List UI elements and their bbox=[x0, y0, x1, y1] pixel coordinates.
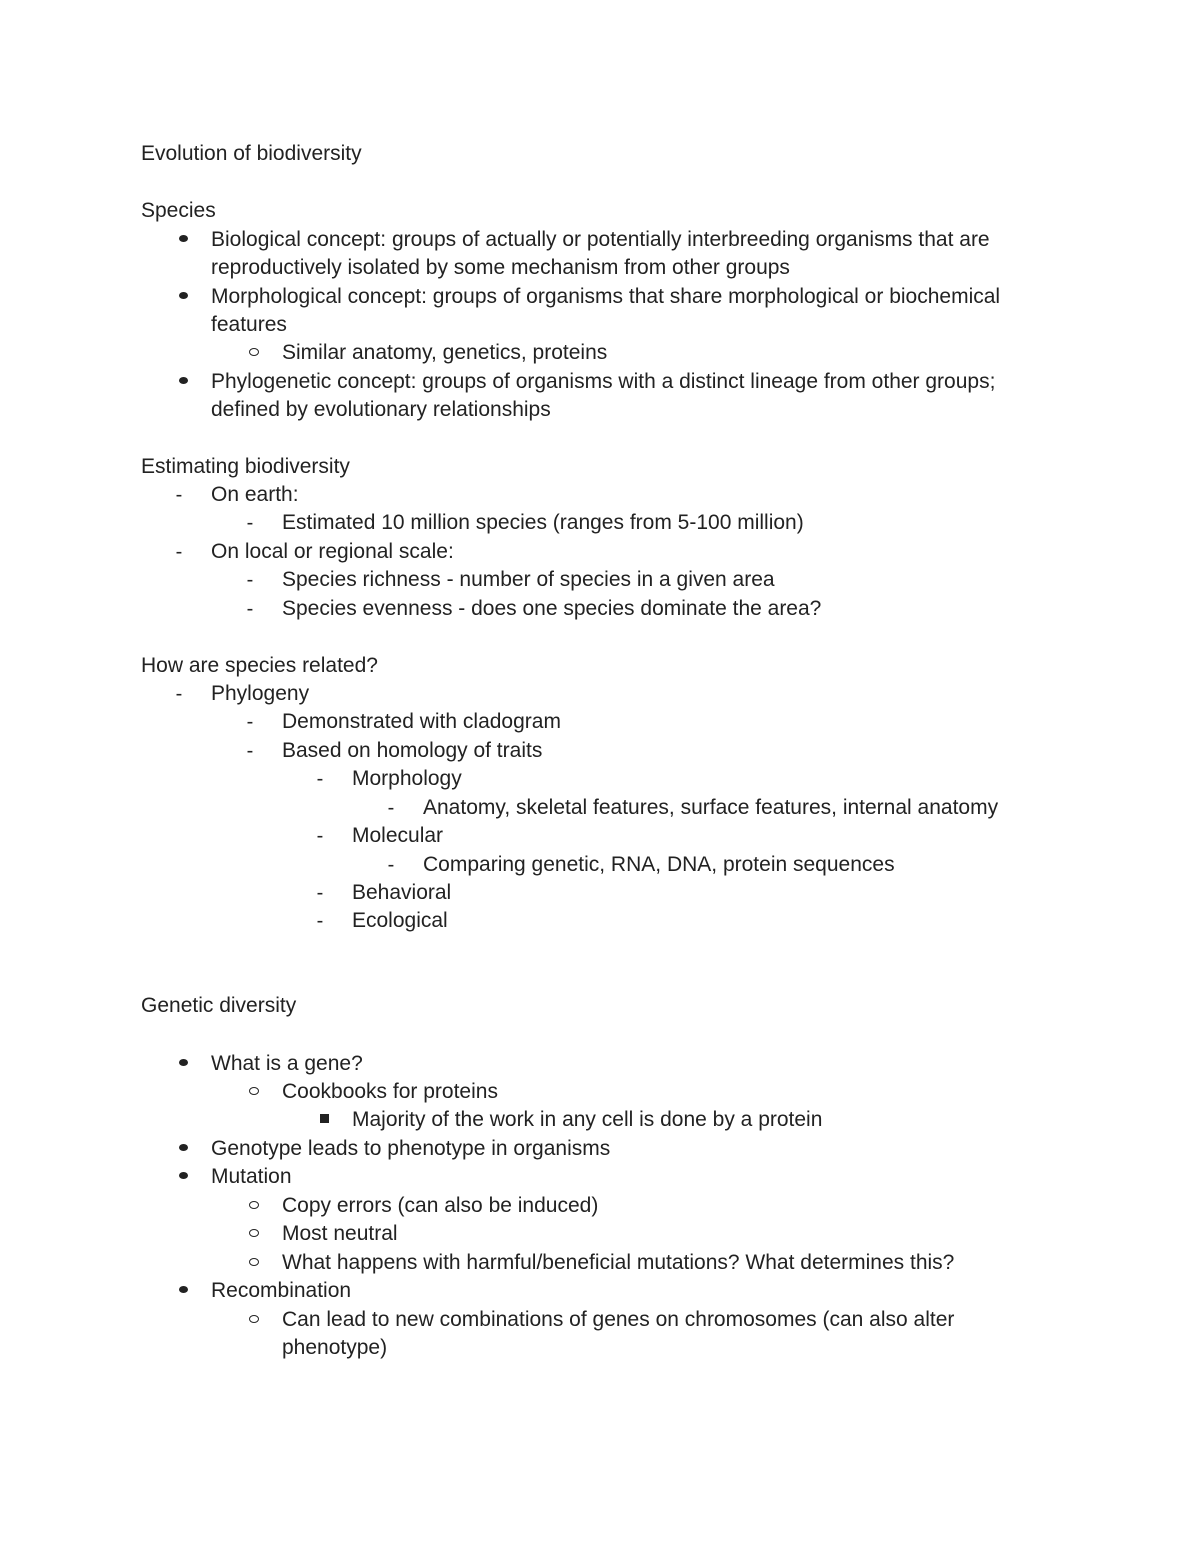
mutation-item: Mutation bbox=[211, 1165, 292, 1188]
new-combinations-line2: phenotype) bbox=[282, 1336, 388, 1359]
behavioral-item: Behavioral bbox=[352, 881, 452, 904]
genetic-heading: Genetic diversity bbox=[141, 994, 297, 1017]
bullet-dash: - bbox=[246, 569, 254, 591]
local-scale-item: On local or regional scale: bbox=[211, 540, 454, 563]
cookbooks-item: Cookbooks for proteins bbox=[282, 1080, 498, 1103]
species-heading: Species bbox=[141, 199, 216, 222]
morphology-item: Morphology bbox=[352, 767, 462, 790]
phylogeny-item: Phylogeny bbox=[211, 682, 310, 705]
bullet-circle bbox=[246, 339, 262, 367]
related-heading: How are species related? bbox=[141, 654, 378, 677]
new-combinations-line1: Can lead to new combinations of genes on chromosomes (can also alter bbox=[282, 1308, 955, 1331]
ecological-item: Ecological bbox=[352, 909, 448, 932]
molecular-item: Molecular bbox=[352, 824, 444, 847]
bullet-dot bbox=[175, 1135, 191, 1163]
richness-item: Species richness - number of species in a given area bbox=[282, 568, 775, 591]
morphology-detail-item: Anatomy, skeletal features, surface features, internal anatomy bbox=[423, 796, 999, 819]
genotype-item: Genotype leads to phenotype in organisms bbox=[211, 1137, 611, 1160]
bullet-circle bbox=[246, 1249, 262, 1277]
bullet-circle bbox=[246, 1078, 262, 1106]
bullet-dash: - bbox=[246, 711, 254, 733]
morphological-concept-line2: features bbox=[211, 313, 287, 336]
recombination-item: Recombination bbox=[211, 1279, 352, 1302]
biological-concept-line2: reproductively isolated by some mechanism from other groups bbox=[211, 256, 790, 279]
bullet-dash: - bbox=[246, 512, 254, 534]
phylogenetic-concept-line2: defined by evolutionary relationships bbox=[211, 398, 551, 421]
biological-concept-line1: Biological concept: groups of actually or potentially interbreeding organisms that are bbox=[211, 228, 990, 251]
bullet-dash: - bbox=[387, 854, 395, 876]
document-title: Evolution of biodiversity bbox=[141, 142, 362, 165]
bullet-circle bbox=[246, 1192, 262, 1220]
bullet-dash: - bbox=[316, 825, 324, 847]
bullet-square bbox=[316, 1106, 332, 1134]
bullet-circle bbox=[246, 1306, 262, 1334]
phylogenetic-concept-line1: Phylogenetic concept: groups of organisms with a distinct lineage from other groups; bbox=[211, 370, 996, 393]
on-earth-item: On earth: bbox=[211, 483, 299, 506]
copy-errors-item: Copy errors (can also be induced) bbox=[282, 1194, 599, 1217]
gene-question-item: What is a gene? bbox=[211, 1052, 363, 1075]
bullet-dash: - bbox=[246, 740, 254, 762]
harmful-question-item: What happens with harmful/beneficial mutations? What determines this? bbox=[282, 1251, 955, 1274]
estimating-heading: Estimating biodiversity bbox=[141, 455, 350, 478]
bullet-dash: - bbox=[175, 541, 183, 563]
bullet-dash: - bbox=[175, 484, 183, 506]
cladogram-item: Demonstrated with cladogram bbox=[282, 710, 561, 733]
bullet-dash: - bbox=[387, 797, 395, 819]
bullet-dash: - bbox=[316, 882, 324, 904]
morphological-concept-line1: Morphological concept: groups of organisms that share morphological or biochemical bbox=[211, 285, 1001, 308]
majority-item: Majority of the work in any cell is done by a protein bbox=[352, 1108, 823, 1131]
bullet-dot bbox=[175, 1050, 191, 1078]
bullet-dot bbox=[175, 226, 191, 254]
bullet-dot bbox=[175, 283, 191, 311]
bullet-circle bbox=[246, 1220, 262, 1248]
bullet-dash: - bbox=[316, 768, 324, 790]
most-neutral-item: Most neutral bbox=[282, 1222, 398, 1245]
bullet-dot bbox=[175, 1277, 191, 1305]
bullet-dash: - bbox=[246, 598, 254, 620]
bullet-dash: - bbox=[175, 683, 183, 705]
bullet-dash: - bbox=[316, 910, 324, 932]
bullet-dot bbox=[175, 1163, 191, 1191]
molecular-detail-item: Comparing genetic, RNA, DNA, protein sequences bbox=[423, 853, 895, 876]
morphological-sub-item: Similar anatomy, genetics, proteins bbox=[282, 341, 608, 364]
bullet-dot bbox=[175, 368, 191, 396]
evenness-item: Species evenness - does one species dominate the area? bbox=[282, 597, 822, 620]
homology-item: Based on homology of traits bbox=[282, 739, 543, 762]
estimate-item: Estimated 10 million species (ranges from 5-100 million) bbox=[282, 511, 804, 534]
